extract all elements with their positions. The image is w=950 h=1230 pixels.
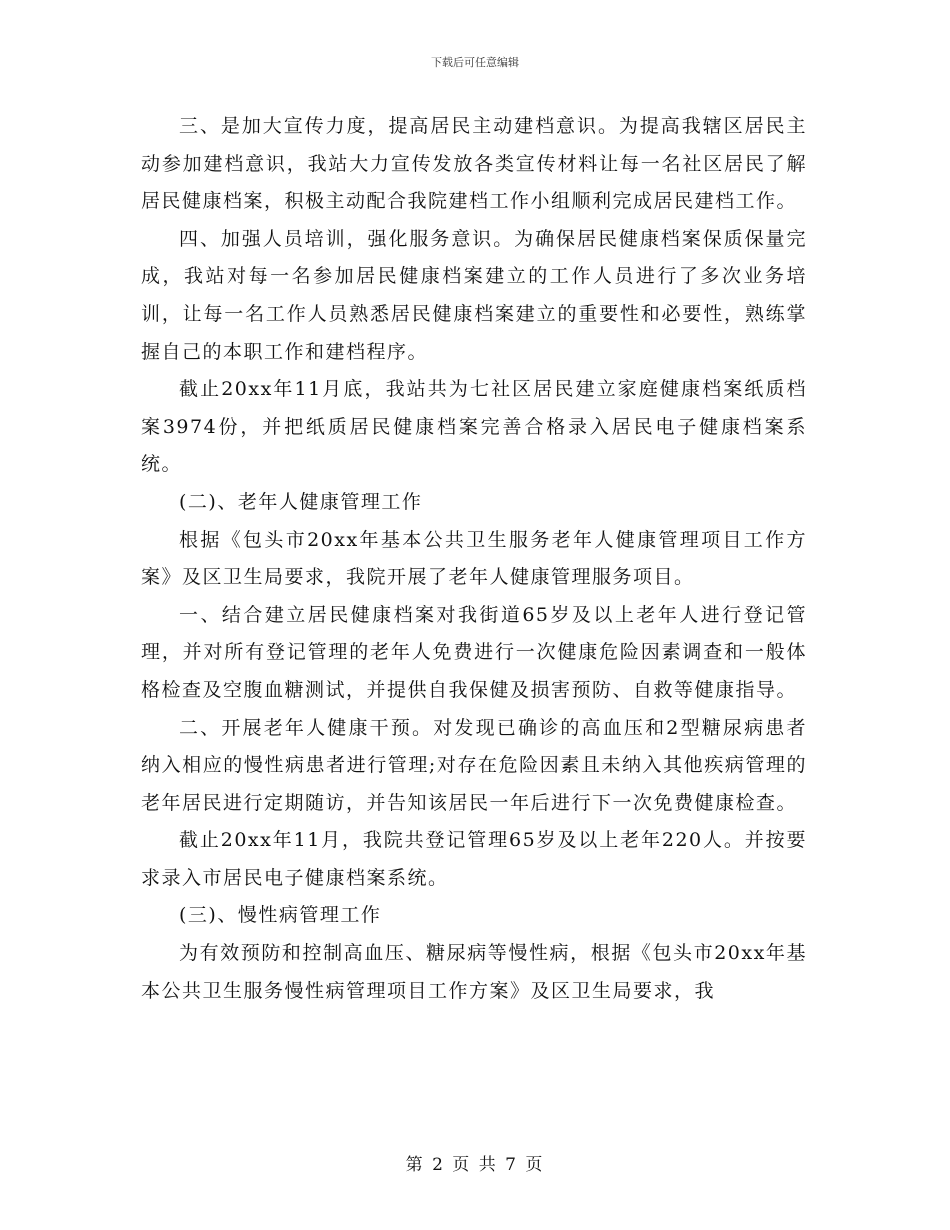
page-header: 下载后可任意编辑 <box>431 56 519 69</box>
paragraph-elderly-basis: 根据《包头市20xx年基本公共卫生服务老年人健康管理项目工作方案》及区卫生局要求，我院开展了老年人健康管理服务项目。 <box>141 528 807 589</box>
paragraph-elderly-intervention: 二、开展老年人健康干预。对发现已确诊的高血压和2型糖尿病患者纳入相应的慢性病患者进行管理;对存在危险因素且未纳入其他疾病管理的老年居民进行定期随访，并告知该居民一年后进行下一次免费健康检查。 <box>141 716 807 814</box>
section-heading-elderly: (二)、老年人健康管理工作 <box>179 490 423 513</box>
paragraph-records-total: 截止20xx年11月底，我站共为七社区居民建立家庭健康档案纸质档案3974份，并把纸质居民健康档案完善合格录入居民电子健康档案系统。 <box>141 378 807 476</box>
paragraph-training: 四、加强人员培训，强化服务意识。为确保居民健康档案保质保量完成，我站对每一名参加居民健康档案建立的工作人员进行了多次业务培训，让每一名工作人员熟悉居民健康档案建立的重要性和必要性，熟练掌握自己的本职工作和建档程序。 <box>141 227 807 363</box>
section-heading-chronic: (三)、慢性病管理工作 <box>179 904 382 927</box>
document-body <box>141 108 807 1010</box>
paragraph-publicity: 三、是加大宣传力度，提高居民主动建档意识。为提高我辖区居民主动参加建档意识，我站大力宣传发放各类宣传材料让每一名社区居民了解居民健康档案，积极主动配合我院建档工作小组顺利完成居民建档工作。 <box>141 115 807 213</box>
paragraph-elderly-registration: 一、结合建立居民健康档案对我街道65岁及以上老年人进行登记管理，并对所有登记管理的老年人免费进行一次健康危险因素调查和一般体格检查及空腹血糖测试，并提供自我保健及损害预防、自救等健康指导。 <box>141 603 807 701</box>
paragraph-elderly-total: 截止20xx年11月，我院共登记管理65岁及以上老年220人。并按要求录入市居民电子健康档案系统。 <box>141 829 807 889</box>
page-number: 第 2 页 共 7 页 <box>405 1155 545 1175</box>
paragraph-chronic-intro: 为有效预防和控制高血压、糖尿病等慢性病，根据《包头市20xx年基本公共卫生服务慢性病管理项目工作方案》及区卫生局要求，我 <box>141 942 807 1002</box>
